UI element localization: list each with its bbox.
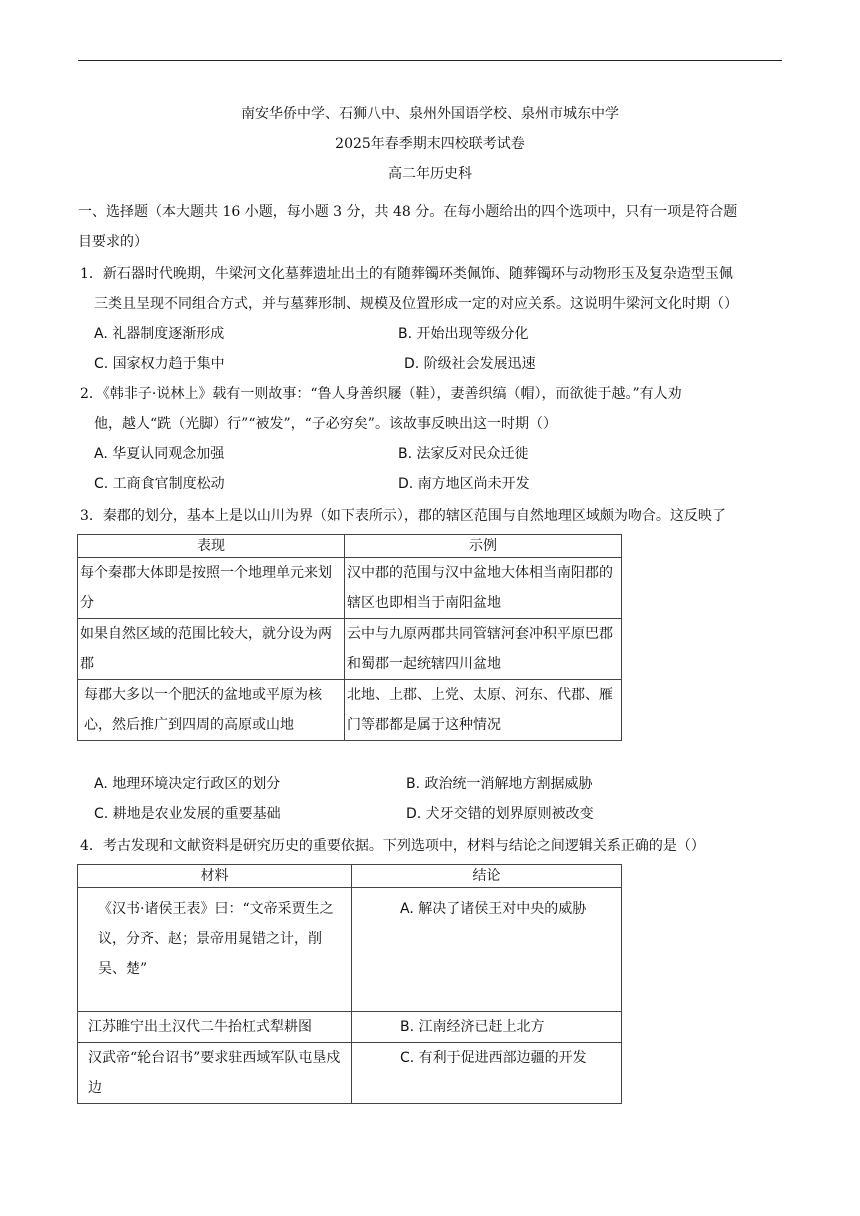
q2-stem-line2: 他，越人“跣（光脚）行”“被发”，“子必穷矣”。该故事反映出这一时期（） — [94, 416, 557, 432]
table-row — [78, 619, 622, 680]
table-cell: 如果自然区域的范围比较大，就分设为两郡 — [78, 619, 345, 680]
q2-option-a[interactable]: A. 华夏认同观念加强 — [94, 446, 225, 462]
q3-option-c[interactable]: C. 耕地是农业发展的重要基础 — [94, 806, 281, 822]
table-row — [78, 888, 622, 1012]
q3-table — [77, 534, 622, 741]
table-cell: A. 解决了诸侯王对中央的威胁 — [352, 888, 622, 1012]
table-row — [78, 1043, 622, 1104]
q3-table-header-0: 表现 — [78, 535, 345, 558]
table-cell: C. 有利于促进西部边疆的开发 — [352, 1043, 622, 1104]
schools-line: 南安华侨中学、石狮八中、泉州外国语学校、泉州市城东中学 — [241, 106, 619, 122]
exam-title: 2025年春季期末四校联考试卷 — [335, 136, 525, 152]
q4-stem-line1: 4．考古发现和文献资料是研究历史的重要依据。下列选项中，材料与结论之间逻辑关系正确的是（） — [80, 838, 705, 854]
table-cell: 江苏睢宁出土汉代二牛抬杠式犁耕图 — [78, 1012, 352, 1043]
table-cell: 《汉书·诸侯王表》曰：“文帝采贾生之议，分齐、赵；景帝用晁错之计，削吴、楚” — [78, 888, 352, 1012]
table-row — [78, 558, 622, 619]
q1-option-c[interactable]: C. 国家权力趋于集中 — [94, 356, 225, 372]
q3-table-header-1: 示例 — [345, 535, 622, 558]
q4-table-header-1: 结论 — [352, 865, 622, 888]
table-cell: 每个秦郡大体即是按照一个地理单元来划分 — [78, 558, 345, 619]
table-row — [78, 680, 622, 741]
q4-table-header-0: 材料 — [78, 865, 352, 888]
section-instruction-line2: 目要求的） — [78, 234, 148, 250]
q2-stem-line1: 2．《韩非子·说林上》载有一则故事：“鲁人身善织屦（鞋），妻善织缟（帽），而欲徙于越。”有人劝 — [80, 386, 682, 402]
table-row — [78, 1012, 622, 1043]
header-rule — [78, 60, 782, 61]
table-cell: B. 江南经济已赶上北方 — [352, 1012, 622, 1043]
table-cell: 每郡大多以一个肥沃的盆地或平原为核心，然后推广到四周的高原或山地 — [78, 680, 345, 741]
q1-stem-line1: 1．新石器时代晚期，牛梁河文化墓葬遗址出土的有随葬镯环类佩饰、随葬镯环与动物形玉及复杂造型玉佩 — [80, 266, 733, 282]
q3-option-b[interactable]: B. 政治统一消解地方割据威胁 — [406, 776, 593, 792]
q1-option-d[interactable]: D. 阶级社会发展迅速 — [404, 356, 536, 372]
table-cell: 汉武帝“轮台诏书”要求驻西域军队屯垦戍边 — [78, 1043, 352, 1104]
q2-option-d[interactable]: D. 南方地区尚未开发 — [398, 476, 530, 492]
q3-option-d[interactable]: D. 犬牙交错的划界原则被改变 — [406, 806, 594, 822]
q2-option-c[interactable]: C. 工商食官制度松动 — [94, 476, 225, 492]
table-cell: 云中与九原两郡共同管辖河套冲积平原巴郡和蜀郡一起统辖四川盆地 — [345, 619, 622, 680]
q3-option-a[interactable]: A. 地理环境决定行政区的划分 — [94, 776, 281, 792]
q3-stem-line1: 3．秦郡的划分，基本上是以山川为界（如下表所示），郡的辖区范围与自然地理区域颇为吻合。这反映了 — [80, 508, 726, 524]
q2-option-b[interactable]: B. 法家反对民众迁徙 — [398, 446, 529, 462]
table-cell: 汉中郡的范围与汉中盆地大体相当南阳郡的辖区也即相当于南阳盆地 — [345, 558, 622, 619]
q4-table — [77, 864, 622, 1104]
table-cell: 北地、上郡、上党、太原、河东、代郡、雁门等郡都是属于这种情况 — [345, 680, 622, 741]
q1-stem-line2: 三类且呈现不同组合方式，并与墓葬形制、规模及位置形成一定的对应关系。这说明牛梁河文化时期（） — [94, 296, 738, 312]
q1-option-b[interactable]: B. 开始出现等级分化 — [398, 326, 529, 342]
subject-line: 高二年历史科 — [388, 166, 472, 182]
q1-option-a[interactable]: A. 礼器制度逐渐形成 — [94, 326, 225, 342]
section-instruction-line1: 一、选择题（本大题共 16 小题，每小题 3 分，共 48 分。在每小题给出的四个选项中，只有一项是符合题 — [78, 204, 738, 220]
